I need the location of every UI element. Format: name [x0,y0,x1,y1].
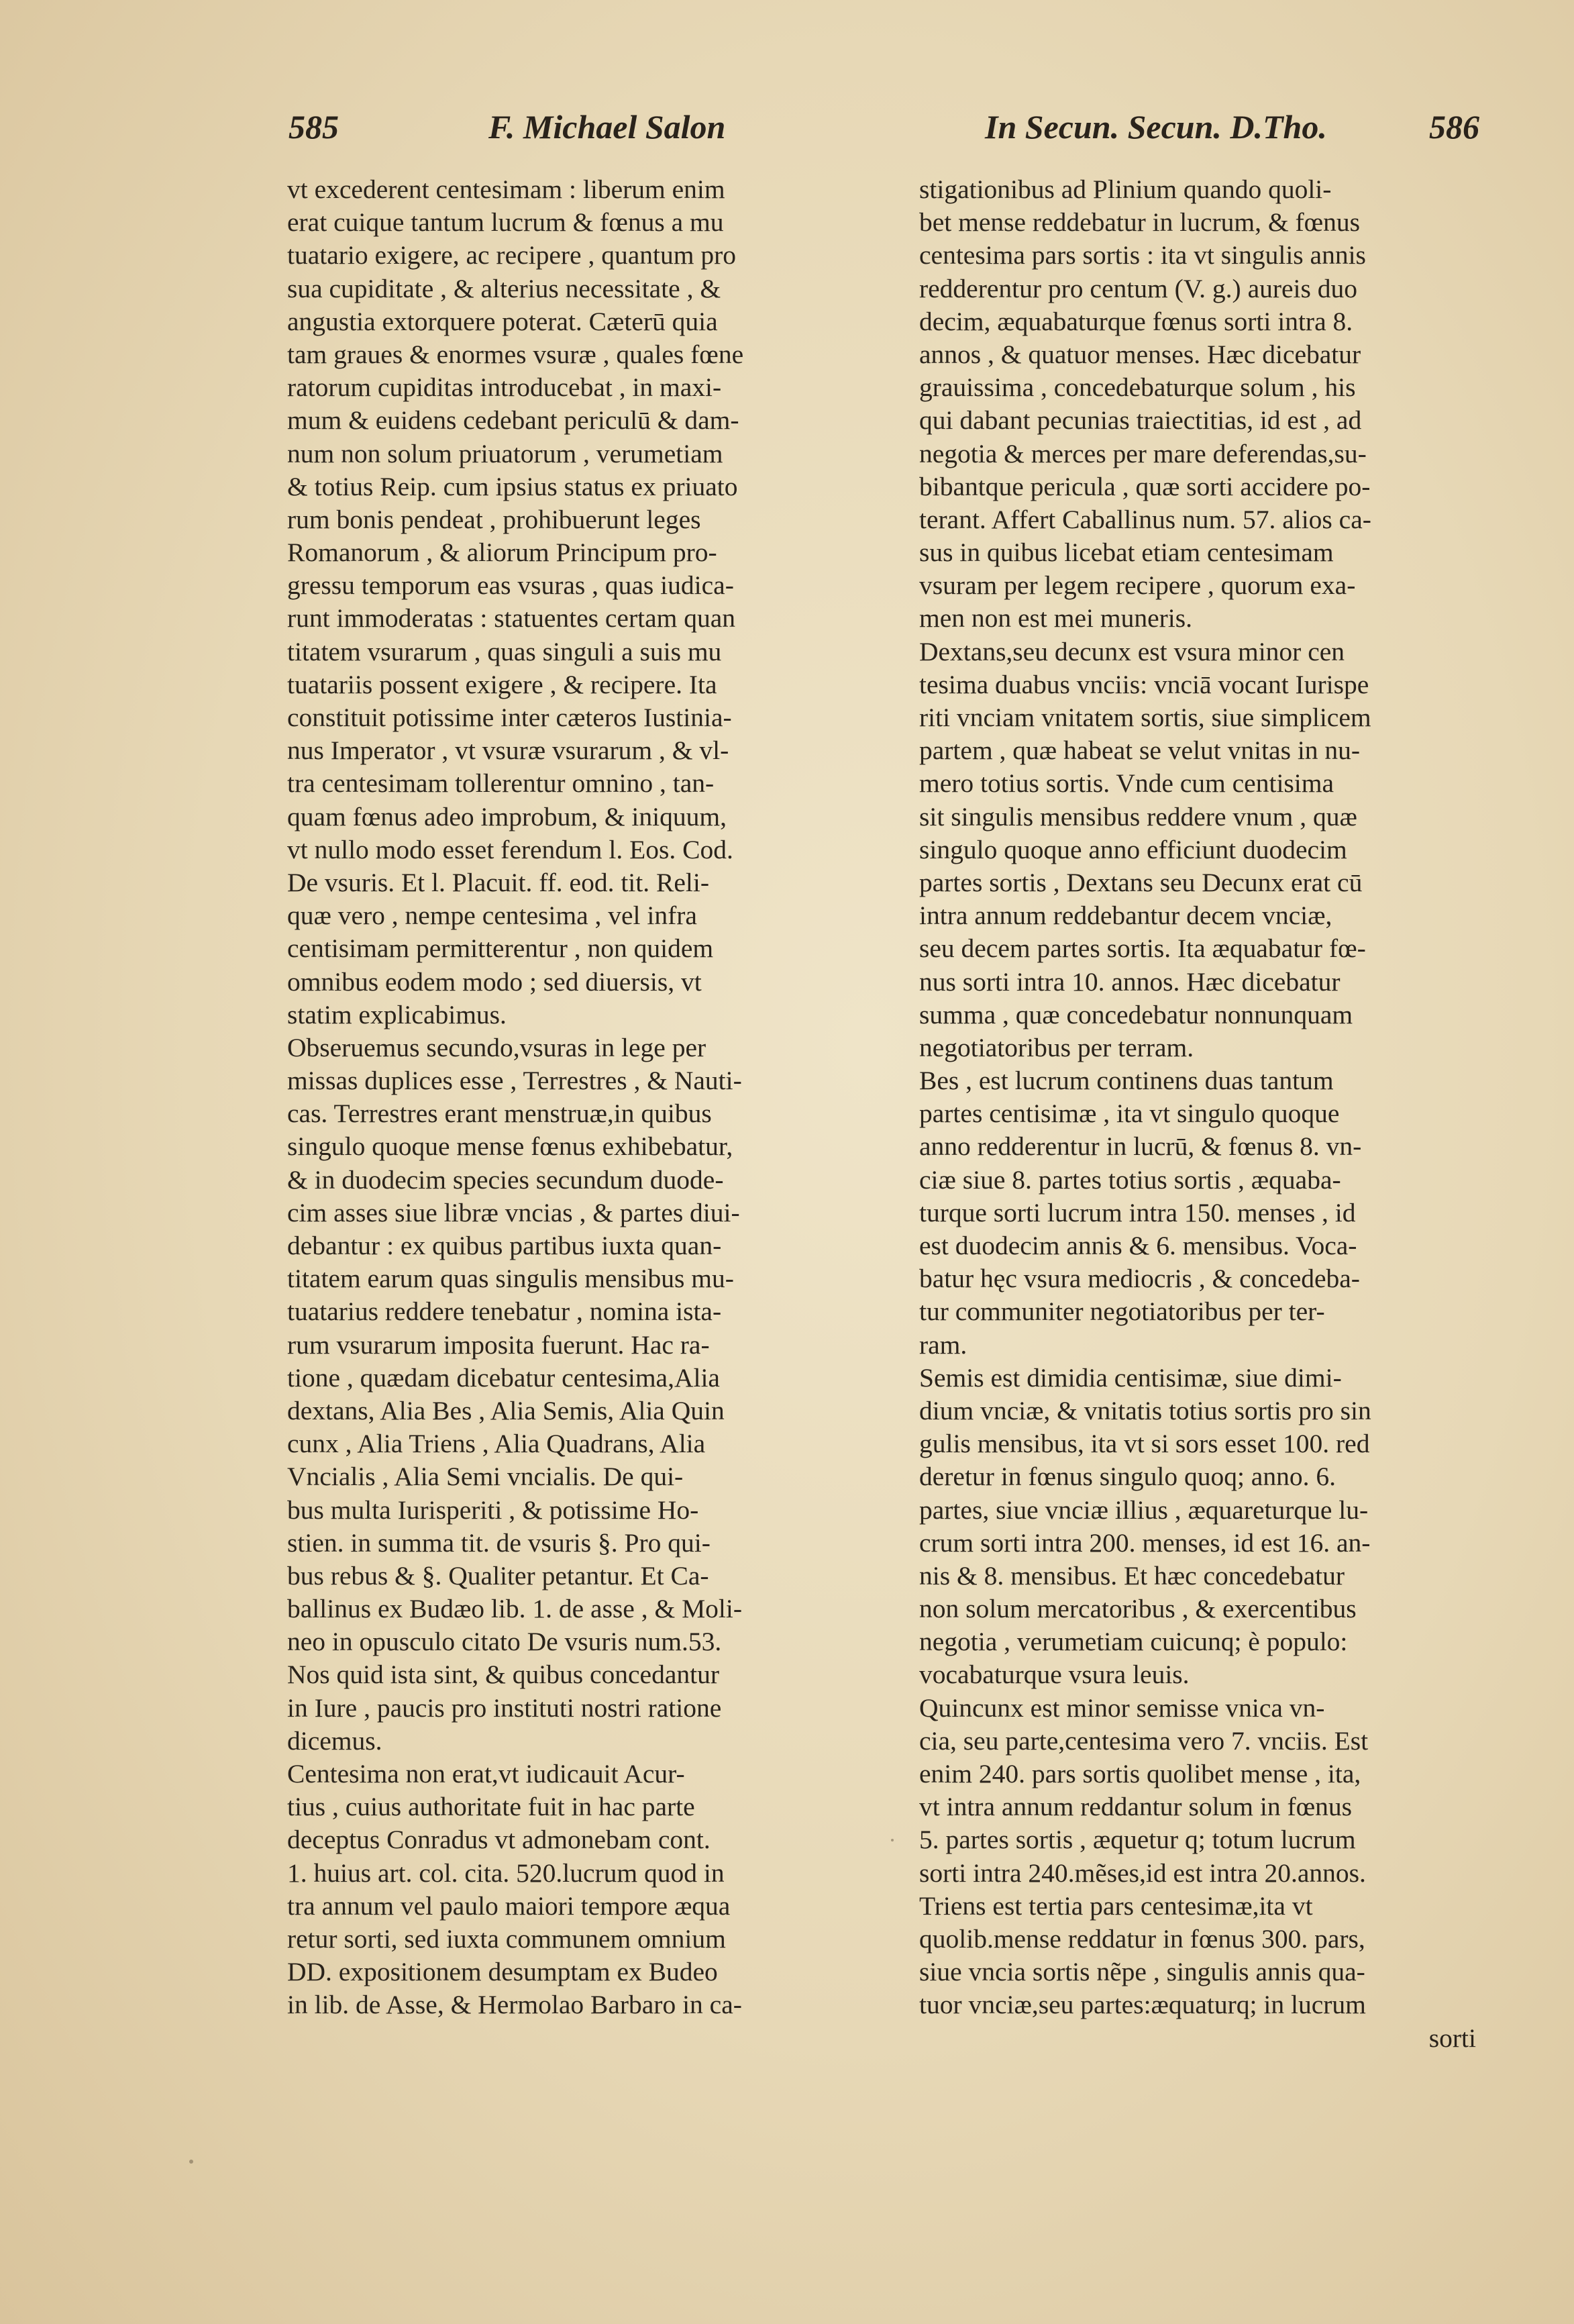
text-line: qui dabant pecunias traiectitias, id est , ad [919,405,1362,436]
text-line: tra centesimam tollerentur omnino , tan- [287,768,715,799]
text-line: mum & euidens cedebant periculū & dam- [287,405,739,436]
text-line: Centesima non erat,vt iudicauit Acur- [287,1759,685,1788]
text-line: 5. partes sortis , æquetur q; totum lucrum [919,1825,1356,1855]
text-line: ciæ siue 8. partes totius sortis , æquaba- [919,1164,1341,1195]
text-line: omnibus eodem modo ; sed diuersis, vt [287,966,702,997]
text-line: quolib.mense reddatur in fœnus 300. pars, [919,1923,1365,1954]
running-title-right: In Secun. Secun. D.Tho. [985,108,1327,146]
text-line: sus in quibus licebat etiam centesimam [919,538,1334,568]
text-line: seu decem partes sortis. Ita æquabatur fœ- [919,933,1366,964]
text-line: erat cuique tantum lucrum & fœnus a mu [287,207,724,238]
text-line: vsuram per legem recipere , quorum exa- [919,570,1356,601]
text-line: vt intra annum reddantur solum in fœnus [919,1792,1353,1822]
text-line: cim asses siue libræ vncias , & partes diui- [287,1197,740,1227]
text-line: enim 240. pars sortis quolibet mense , ita, [919,1759,1361,1788]
text-line: tuatarius reddere tenebatur , nomina ista- [287,1297,722,1327]
text-line: 1. huius art. col. cita. 520.lucrum quod in [287,1858,725,1888]
running-header [0,107,1574,161]
text-line: partes, siue vnciæ illius , æquareturque lu- [919,1495,1369,1525]
text-line: summa , quæ concedebatur nonnunquam [919,999,1353,1029]
text-line: tesima duabus vnciis: vnciā vocant Iurispe [919,669,1369,699]
text-line: sorti [1428,2023,1476,2053]
text-line: nis & 8. mensibus. Et hæc concedebatur [919,1560,1345,1590]
text-line: quæ vero , nempe centesima , vel infra [287,901,697,931]
text-line: Semis est dimidia centisimæ, siue dimi- [919,1362,1342,1393]
text-line: angustia extorquere poterat. Cæterū quia [287,306,718,336]
text-line: cunx , Alia Triens , Alia Quadrans, Alia [287,1429,706,1459]
text-line: riti vnciam vnitatem sortis, siue simplicem [919,703,1371,732]
text-line: vt excederent centesimam : liberum enim [287,174,725,204]
text-line: ballinus ex Budæo lib. 1. de asse , & Moli- [287,1594,743,1624]
text-line: titatem earum quas singulis mensibus mu- [287,1264,734,1294]
text-line: terant. Affert Caballinus num. 57. alios ca- [919,504,1371,534]
text-line: quam fœnus adeo improbum, & iniquum, [287,801,727,831]
text-line: tur communiter negotiatoribus per ter- [919,1297,1325,1327]
text-line: partem , quæ habeat se velut vnitas in nu- [919,736,1361,766]
text-line: cia, seu parte,centesima vero 7. vnciis. Est [919,1725,1369,1756]
text-line: crum sorti intra 200. menses, id est 16. an- [919,1527,1371,1558]
text-line: tuatario exigere, ac recipere , quantum pro [287,240,736,270]
text-line: titatem vsurarum , quas singuli a suis mu [287,636,722,666]
text-line: anno redderentur in lucrū, & fœnus 8. vn- [919,1131,1362,1162]
text-line: stien. in summa tit. de vsuris §. Pro qui- [287,1527,711,1558]
left-text-column [287,173,844,2022]
text-line: tuor vnciæ,seu partes:æquaturq; in lucrum [919,1990,1366,2020]
right-text-column [919,173,1476,2055]
text-line: cas. Terrestres erant menstruæ,in quibus [287,1099,712,1129]
text-line: mero totius sortis. Vnde cum centisima [919,768,1334,799]
text-line: gressu temporum eas vsuras , quas iudica- [287,570,734,601]
text-line: partes sortis , Dextans seu Decunx erat cū [919,867,1363,897]
text-line: vocabaturque vsura leuis. [919,1660,1190,1690]
text-line: tra annum vel paulo maiori tempore æqua [287,1890,731,1921]
text-line: & in duodecim species secundum duode- [287,1164,724,1195]
text-line: dextans, Alia Bes , Alia Semis, Alia Quin [287,1395,725,1425]
text-line: in lib. de Asse, & Hermolao Barbaro in ca- [287,1990,742,2020]
text-line: bus multa Iurisperiti , & potissime Ho- [287,1495,699,1525]
text-line: tam graues & enormes vsuræ , quales fœne [287,339,744,369]
text-line: sorti intra 240.mẽses,id est intra 20.annos. [919,1858,1366,1888]
text-line: debantur : ex quibus partibus iuxta quan- [287,1231,722,1260]
text-line: tius , cuius authoritate fuit in hac parte [287,1792,695,1822]
text-line: nus sorti intra 10. annos. Hæc dicebatur [919,966,1341,997]
text-line: men non est mei muneris. [919,603,1192,634]
text-line: in Iure , paucis pro instituti nostri ratione [287,1693,722,1723]
text-line: ratorum cupiditas introducebat , in maxi- [287,372,722,403]
text-line: Romanorum , & aliorum Principum pro- [287,538,717,568]
text-line: bibantque pericula , quæ sorti accidere po- [919,471,1371,501]
text-line: grauissima , concedebaturque solum , his [919,372,1356,403]
text-line: statim explicabimus. [287,999,507,1029]
text-line: decim, æquabaturque fœnus sorti intra 8. [919,306,1353,336]
text-line: constituit potissime inter cæteros Iustinia- [287,703,732,732]
text-line: turque sorti lucrum intra 150. menses , id [919,1197,1356,1227]
text-line: bet mense reddebatur in lucrum, & fœnus [919,207,1361,238]
text-line: rum vsurarum imposita fuerunt. Hac ra- [287,1329,710,1360]
text-line: intra annum reddebantur decem vnciæ, [919,901,1332,931]
text-line: negotiatoribus per terram. [919,1032,1194,1062]
text-line: sua cupiditate , & alterius necessitate , & [287,273,721,303]
text-line: dium vnciæ, & vnitatis totius sortis pro sin [919,1395,1371,1425]
text-line: Dextans,seu decunx est vsura minor cen [919,636,1345,666]
text-line: partes centisimæ , ita vt singulo quoque [919,1099,1340,1129]
text-line: sit singulis mensibus reddere vnum , quæ [919,801,1357,831]
text-line: tuatariis possent exigere , & recipere. Ita [287,669,717,699]
text-line: Bes , est lucrum continens duas tantum [919,1066,1334,1096]
text-line: singulo quoque anno efficiunt duodecim [919,834,1347,864]
ink-spot [891,1839,894,1841]
text-line: neo in opusculo citato De vsuris num.53. [287,1627,722,1657]
running-title-left: F. Michael Salon [488,108,726,146]
text-line: non solum mercatoribus , & exercentibus [919,1594,1357,1624]
text-line: retur sorti, sed iuxta communem omnium [287,1923,726,1954]
text-line: gulis mensibus, ita vt si sors esset 100. red [919,1429,1370,1459]
text-line: Nos quid ista sint, & quibus concedantur [287,1660,719,1690]
text-line: annos , & quatuor menses. Hæc dicebatur [919,339,1361,369]
text-line: rum bonis pendeat , prohibuerunt leges [287,504,701,534]
text-line: Obseruemus secundo,vsuras in lege per [287,1032,706,1062]
text-line: est duodecim annis & 6. mensibus. Voca- [919,1231,1357,1260]
text-line: negotia , verumetiam cuicunq; è populo: [919,1627,1348,1657]
text-line: singulo quoque mense fœnus exhibebatur, [287,1131,733,1162]
text-line: ram. [919,1329,967,1360]
text-line: bus rebus & §. Qualiter petantur. Et Ca- [287,1560,709,1590]
text-line: tione , quædam dicebatur centesima,Alia [287,1362,720,1393]
text-line: Vncialis , Alia Semi vncialis. De qui- [287,1462,684,1492]
text-line: vt nullo modo esset ferendum l. Eos. Cod. [287,834,733,864]
text-line: centesima pars sortis : ita vt singulis annis [919,240,1366,270]
text-line: negotia & merces per mare deferendas,su- [919,438,1367,468]
text-line: nus Imperator , vt vsuræ vsurarum , & vl- [287,736,729,766]
text-line: redderentur pro centum (V. g.) aureis duo [919,273,1358,303]
text-line: deretur in fœnus singulo quoq; anno. 6. [919,1462,1336,1492]
page-number-right: 586 [1429,108,1479,146]
text-line: stigationibus ad Plinium quando quoli- [919,174,1332,204]
text-line: num non solum priuatorum , verumetiam [287,438,723,468]
text-line: runt immoderatas : statuentes certam quan [287,603,735,634]
text-line: Quincunx est minor semisse vnica vn- [919,1693,1325,1723]
text-line: DD. expositionem desumptam ex Budeo [287,1957,718,1987]
text-line: deceptus Conradus vt admonebam cont. [287,1825,711,1855]
text-line: siue vncia sortis nẽpe , singulis annis qua- [919,1957,1365,1987]
text-line: batur hęc vsura mediocris , & concedeba- [919,1264,1360,1294]
text-line: & totius Reip. cum ipsius status ex priuato [287,471,738,501]
page-number-left: 585 [288,108,339,146]
text-line: Triens est tertia pars centesimæ,ita vt [919,1890,1313,1921]
ink-spot [189,2160,193,2164]
text-line: missas duplices esse , Terrestres , & Nauti- [287,1066,742,1096]
text-line: dicemus. [287,1725,382,1756]
text-line: centisimam permitterentur , non quidem [287,933,714,964]
text-line: De vsuris. Et l. Placuit. ff. eod. tit. Reli- [287,867,709,897]
